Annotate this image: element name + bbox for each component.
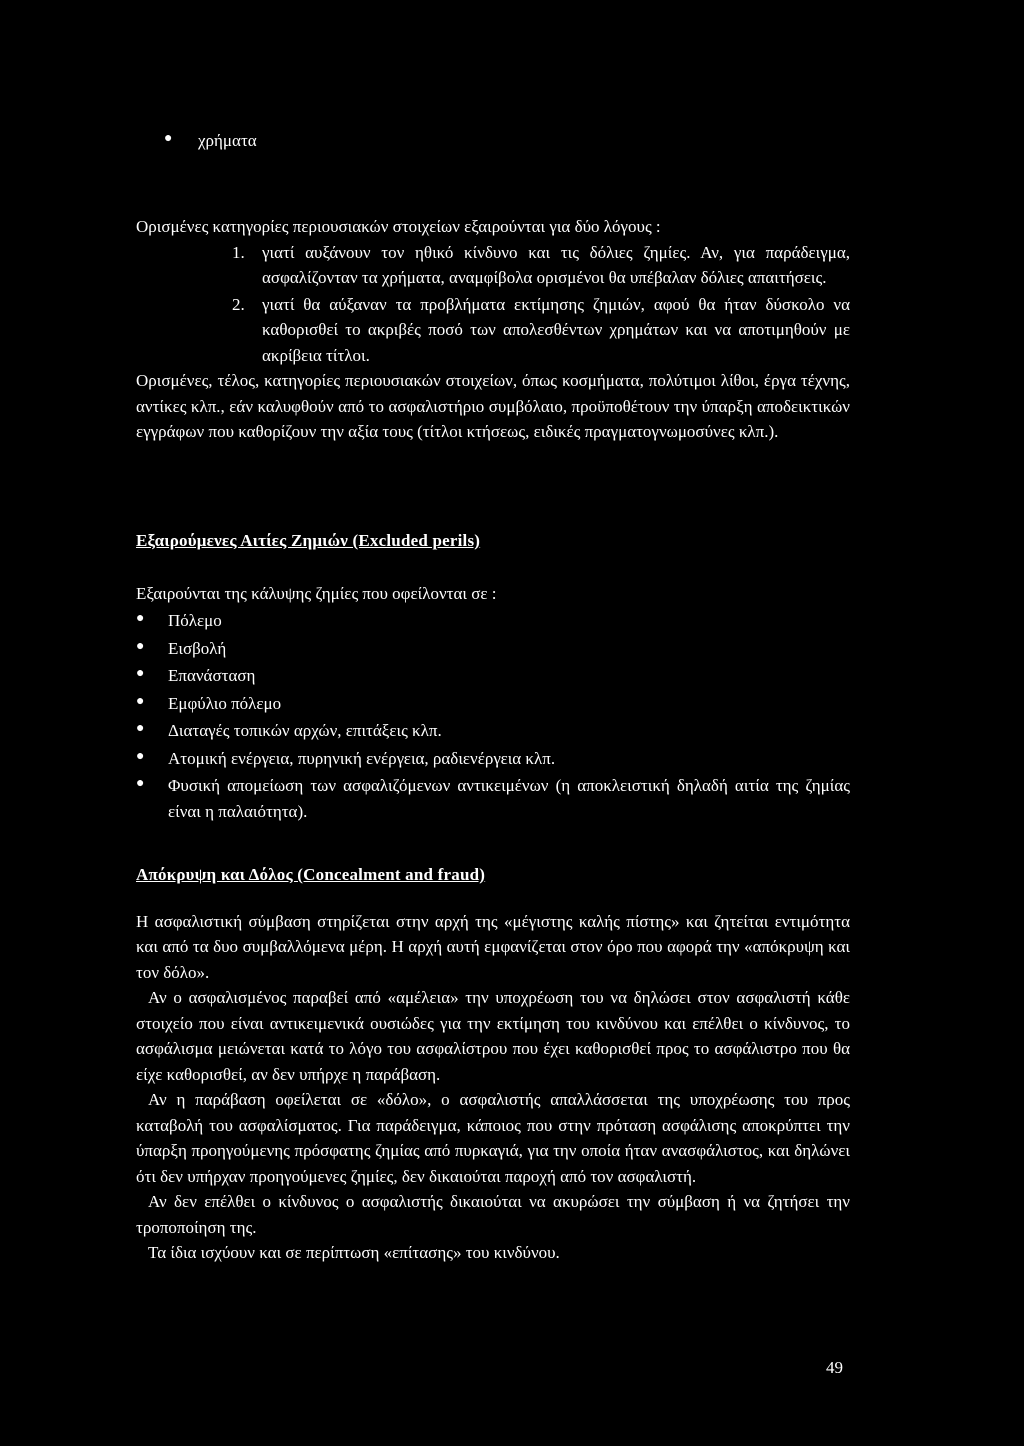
page-number: 49: [826, 1358, 843, 1377]
excluded-property-section: [136, 214, 850, 445]
reason-item-1: [136, 240, 850, 291]
bullet-icon: ●: [136, 611, 145, 626]
bullet-icon: ●: [136, 693, 145, 709]
concealment-paragraph-3: Αν η παράβαση οφείλεται σε «δόλο», ο ασφαλιστής απαλλάσσεται της υποχρέωσης του προς καταβολή του ασφαλίσματος. Για παράδειγμα, κάποιος που στην πρόταση ασφάλισης αποκρύπτει την ύπαρξη προηγούμενης πρόσφατης ζημίας από πυρκαγιά, για την οποία ήταν ανασφάλιστος, και δηλώνει ότι δεν υπήρχαν προηγούμενες ζημίες, δεν δικαιούται παροχή από τον ασφαλιστή.: [136, 1090, 850, 1186]
top-bullet-text: χρήματα: [198, 131, 257, 150]
perils-list: [136, 608, 850, 824]
bullet-icon: ●: [136, 666, 145, 681]
concealment-paragraph-1: Η ασφαλιστική σύμβαση στηρίζεται στην αρχή της «μέγιστης καλής πίστης» και ζητείται εντιμότητα και από τα δυο συμβαλλόμενα μέρη. Η αρχή αυτή εμφανίζεται στον όρο που αφορά την «απόκρυψη και τον δόλο».: [136, 911, 850, 982]
excluded-perils-intro: Εξαιρούνται της κάλυψης ζημίες που οφείλονται σε :: [136, 583, 497, 603]
bullet-icon: ●: [136, 638, 145, 654]
bullet-icon: ●: [136, 748, 145, 764]
peril-item: ● Εμφύλιο πόλεμο: [136, 691, 850, 717]
concealment-paragraph-2: Αν ο ασφαλισμένος παραβεί από «αμέλεια» την υποχρέωση του να δηλώσει στον ασφαλιστή κάθε στοιχείο που είναι αντικειμενικά ουσιώδες για την εκτίμηση του κινδύνου και επέλθει ο κίνδυνος, το ασφάλισμα μειώνεται κατά το λόγο του ασφαλίστρου που έχει καθορισθεί προς το ασφάλιστρο που θα είχε καθορισθεί, αν δεν υπήρχε η παράβαση.: [136, 988, 850, 1084]
excluded-perils-section: [136, 528, 850, 824]
peril-item: ● Επανάσταση: [136, 663, 850, 689]
excluded-perils-heading: Εξαιρούμενες Αιτίες Ζημιών (Excluded perils): [136, 531, 481, 550]
reason-number-1: 1.: [232, 242, 245, 262]
concealment-paragraph-5: Τα ίδια ισχύουν και σε περίπτωση «επίτασης» του κινδύνου.: [148, 1243, 560, 1262]
bullet-icon: ●: [136, 721, 145, 736]
peril-item: ● Ατομική ενέργεια, πυρηνική ενέργεια, ραδιενέργεια κλπ.: [136, 746, 850, 772]
reason-text-2: γιατί θα αύξαναν τα προβλήματα εκτίμησης ζημιών, αφού θα ήταν δύσκολο να καθορισθεί το ακριβές ποσό των απολεσθέντων χρημάτων και να αποτιμηθούν με ακρίβεια τίτλοι.: [262, 294, 850, 365]
peril-item: ● Διαταγές τοπικών αρχών, επιτάξεις κλπ.: [136, 718, 850, 744]
top-bullet-item: [164, 128, 464, 154]
peril-item: ● Φυσική απομείωση των ασφαλιζόμενων αντικειμένων (η αποκλειστική δηλαδή αιτία της ζημίας είναι η παλαιότητα).: [136, 773, 850, 824]
reason-text-1: γιατί αυξάνουν τον ηθικό κίνδυνο και τις δόλιες ζημίες. Αν, για παράδειγμα, ασφαλίζονταν τα χρήματα, αναμφίβολα ορισμένοι θα υπέβαλαν δόλιες απαιτήσεις.: [262, 242, 850, 287]
peril-item: ● Εισβολή: [136, 636, 850, 662]
peril-item: ● Πόλεμο: [136, 608, 850, 634]
concealment-fraud-heading: Απόκρυψη και Δόλος (Concealment and fraud): [136, 865, 486, 884]
bullet-icon: ●: [136, 776, 145, 791]
section1-closing: Ορισμένες, τέλος, κατηγορίες περιουσιακών στοιχείων, όπως κοσμήματα, πολύτιμοι λίθοι, έργα τέχνης, αντίκες κλπ., εάν καλυφθούν από το ασφαλιστήριο συμβόλαιο, προϋποθέτουν την ύπαρξη αποδεικτικών εγγράφων που καθορίζουν την αξία τους (τίτλοι κτήσεως, ειδικές πραγματογνωμοσύνες κλπ.).: [136, 371, 850, 441]
concealment-paragraph-4: Αν δεν επέλθει ο κίνδυνος ο ασφαλιστής δικαιούται να ακυρώσει την σύμβαση ή να ζητήσει την τροποποίηση της.: [136, 1192, 850, 1237]
concealment-fraud-section: [136, 862, 850, 1266]
reason-number-2: 2.: [232, 294, 245, 314]
section1-intro: Ορισμένες κατηγορίες περιουσιακών στοιχείων εξαιρούνται για δύο λόγους :: [136, 217, 661, 236]
reason-item-2: [136, 292, 850, 369]
bullet-icon: ●: [164, 131, 173, 146]
